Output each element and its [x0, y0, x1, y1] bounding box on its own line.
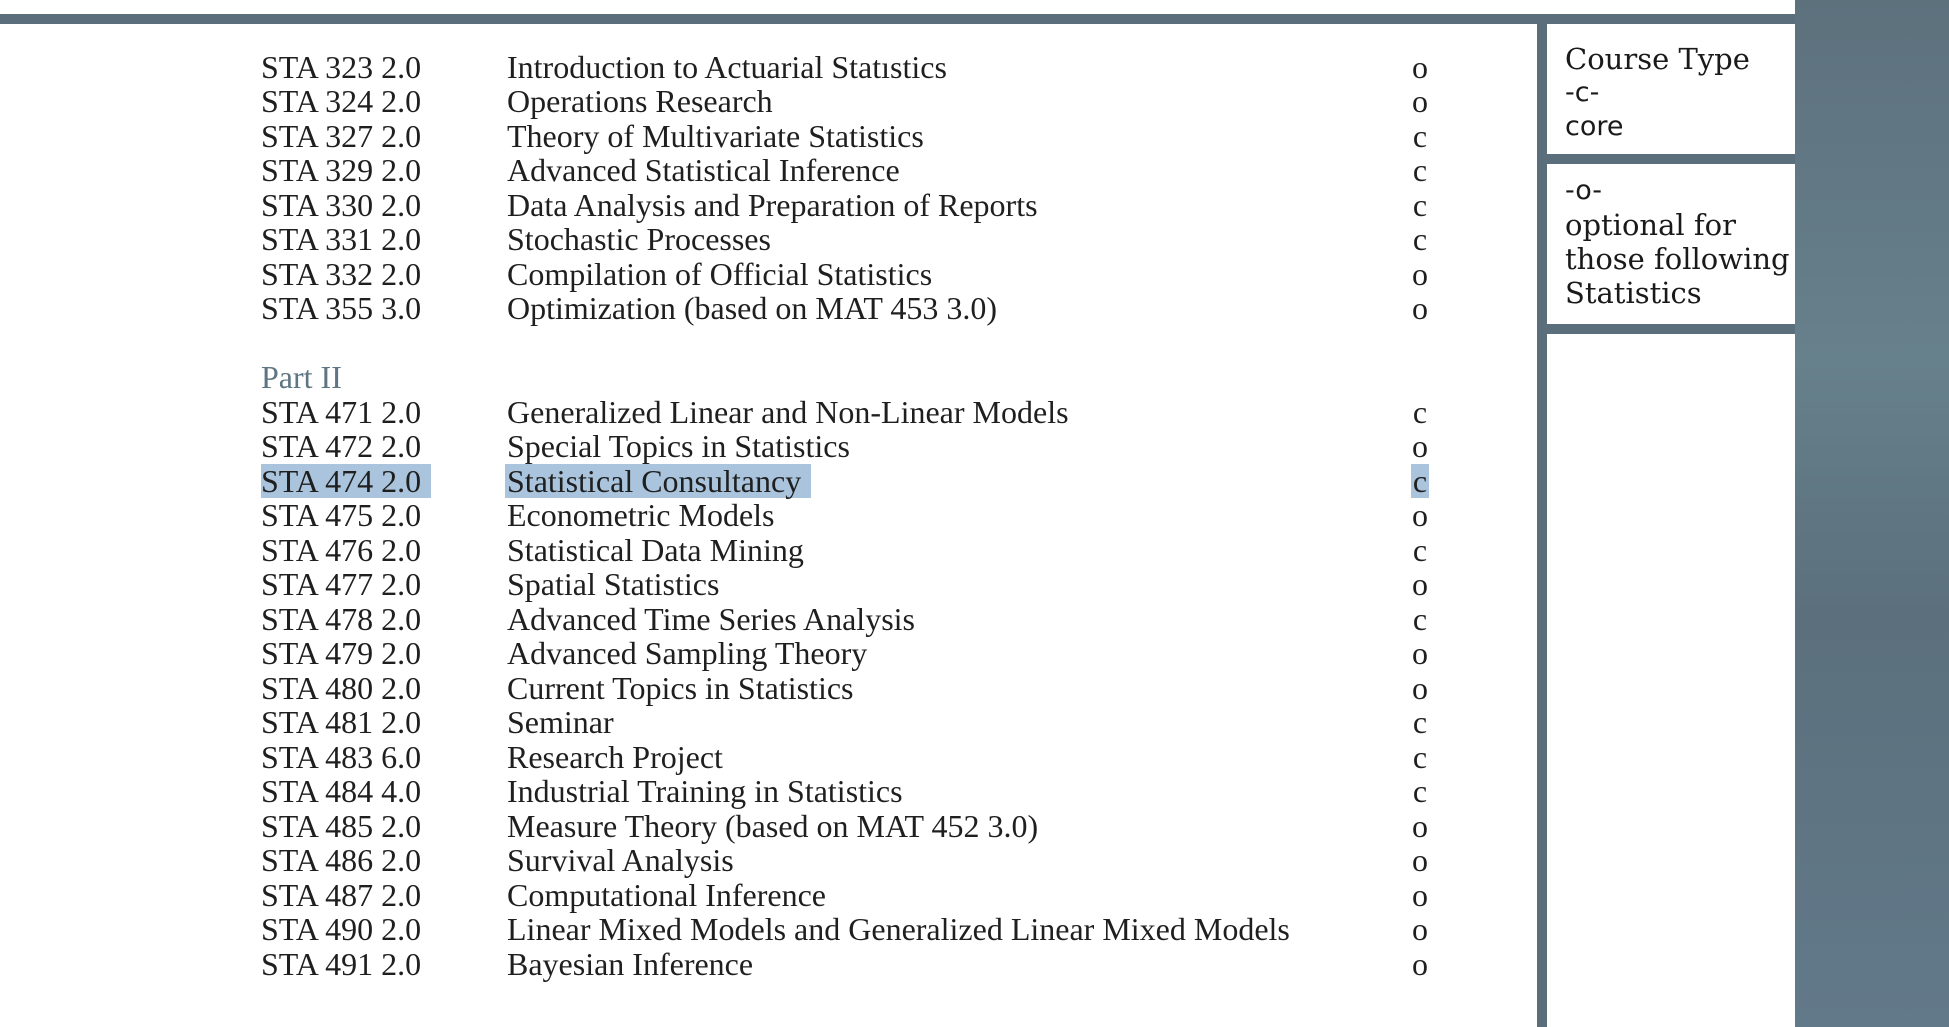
course-row	[0, 671, 1537, 705]
legend-optional-label: optional for	[1565, 208, 1736, 242]
course-row-selected[interactable]	[0, 464, 1537, 498]
course-title: Theory of Multivariate Statistics	[507, 118, 924, 154]
course-type: c	[1412, 152, 1428, 188]
legend-separator	[1547, 154, 1795, 164]
course-code: STA 477 2.0	[261, 566, 422, 602]
top-border	[0, 14, 1795, 24]
course-title: Introduction to Actuarial Statıstics	[507, 49, 947, 85]
legend-optional-code: -o-	[1565, 175, 1603, 206]
course-code: STA 327 2.0	[261, 118, 422, 154]
course-code: STA 330 2.0	[261, 187, 422, 223]
course-code: STA 324 2.0	[261, 83, 422, 119]
course-title: Operations Research	[507, 83, 773, 119]
course-type: o	[1412, 911, 1428, 947]
course-type: c	[1412, 532, 1428, 568]
legend-core-label: core	[1565, 111, 1624, 142]
course-row	[0, 291, 1537, 325]
course-code: STA 475 2.0	[261, 497, 422, 533]
course-type: o	[1412, 808, 1428, 844]
course-row	[0, 636, 1537, 670]
course-type: c	[1412, 773, 1428, 809]
course-row	[0, 257, 1537, 291]
course-row	[0, 774, 1537, 808]
course-row	[0, 533, 1537, 567]
legend-core-box	[1547, 32, 1795, 154]
course-code: STA 486 2.0	[261, 842, 422, 878]
course-type: c	[1412, 601, 1428, 637]
course-row	[0, 602, 1537, 636]
course-row	[0, 740, 1537, 774]
course-code: STA 476 2.0	[261, 532, 422, 568]
course-code: STA 490 2.0	[261, 911, 422, 947]
course-type: o	[1412, 428, 1428, 464]
legend-optional-label: those following	[1565, 242, 1790, 276]
legend-sidebar	[1547, 24, 1795, 1027]
course-title: Survival Analysis	[507, 842, 734, 878]
course-row	[0, 222, 1537, 256]
course-type: o	[1412, 49, 1428, 85]
course-title: Advanced Statistical Inference	[507, 152, 900, 188]
course-row	[0, 878, 1537, 912]
course-row	[0, 188, 1537, 222]
course-code: STA 491 2.0	[261, 946, 422, 982]
course-type: o	[1412, 497, 1428, 533]
course-title: Advanced Time Series Analysis	[507, 601, 915, 637]
course-type: o	[1412, 290, 1428, 326]
course-row	[0, 912, 1537, 946]
course-title: Industrial Training in Statistics	[507, 773, 903, 809]
course-code: STA 471 2.0	[261, 394, 422, 430]
course-row	[0, 809, 1537, 843]
course-title: Current Topics in Statistics	[507, 670, 854, 706]
course-code: STA 323 2.0	[261, 49, 422, 85]
course-title: Bayesian Inference	[507, 946, 754, 982]
course-title: Research Project	[507, 739, 723, 775]
background-panel	[1795, 0, 1949, 1027]
course-title: Compilation of Official Statistics	[507, 256, 933, 292]
legend-heading: Course Type	[1565, 42, 1750, 76]
course-type: o	[1412, 83, 1428, 119]
course-type: o	[1412, 877, 1428, 913]
course-title: Data Analysis and Preparation of Reports	[507, 187, 1038, 223]
course-type: c	[1412, 704, 1428, 740]
course-title: Optimization (based on MAT 453 3.0)	[507, 290, 998, 326]
course-code: STA 487 2.0	[261, 877, 422, 913]
course-type[interactable]: c	[1412, 463, 1428, 499]
course-row	[0, 119, 1537, 153]
course-title: Seminar	[507, 704, 614, 740]
course-type: o	[1412, 670, 1428, 706]
course-title: Econometric Models	[507, 497, 775, 533]
course-row	[0, 843, 1537, 877]
course-type: c	[1412, 739, 1428, 775]
course-code: STA 332 2.0	[261, 256, 422, 292]
course-type: o	[1412, 842, 1428, 878]
course-type: o	[1412, 635, 1428, 671]
course-type: c	[1412, 118, 1428, 154]
course-code: STA 484 4.0	[261, 773, 422, 809]
course-row	[0, 498, 1537, 532]
course-row	[0, 50, 1537, 84]
course-type: c	[1412, 394, 1428, 430]
course-code: STA 485 2.0	[261, 808, 422, 844]
column-divider	[1537, 24, 1547, 1027]
course-list	[0, 24, 1537, 1027]
course-type: o	[1412, 946, 1428, 982]
legend-core-code: -c-	[1565, 77, 1600, 108]
course-title[interactable]: Statistical Consultancy	[505, 464, 811, 498]
course-code: STA 481 2.0	[261, 704, 422, 740]
course-row	[0, 567, 1537, 601]
course-row	[0, 395, 1537, 429]
course-code: STA 480 2.0	[261, 670, 422, 706]
course-row	[0, 84, 1537, 118]
course-title: Computational Inference	[507, 877, 826, 913]
course-title: Stochastic Processes	[507, 221, 771, 257]
legend-optional-label: Statistics	[1565, 276, 1702, 310]
course-code: STA 472 2.0	[261, 428, 422, 464]
course-type: o	[1412, 256, 1428, 292]
course-row	[0, 429, 1537, 463]
course-row	[0, 947, 1537, 981]
course-code: STA 478 2.0	[261, 601, 422, 637]
part-heading: Part II	[261, 359, 342, 395]
course-row	[0, 153, 1537, 187]
course-code: STA 331 2.0	[261, 221, 422, 257]
course-code: STA 355 3.0	[261, 290, 422, 326]
course-type: o	[1412, 566, 1428, 602]
course-title: Generalized Linear and Non-Linear Models	[507, 394, 1069, 430]
course-type: c	[1412, 221, 1428, 257]
course-title: Measure Theory (based on MAT 452 3.0)	[507, 808, 1039, 844]
course-title: Special Topics in Statistics	[507, 428, 850, 464]
legend-optional-box	[1547, 164, 1795, 338]
course-row	[0, 705, 1537, 739]
course-code: STA 479 2.0	[261, 635, 422, 671]
course-title: Advanced Sampling Theory	[507, 635, 868, 671]
course-title: Spatial Statistics	[507, 566, 720, 602]
course-code: STA 329 2.0	[261, 152, 422, 188]
course-type: c	[1412, 187, 1428, 223]
course-code: STA 483 6.0	[261, 739, 422, 775]
course-code[interactable]: STA 474 2.0	[261, 464, 431, 498]
course-title: Linear Mixed Models and Generalized Linear Mixed Models	[507, 911, 1290, 947]
legend-separator	[1547, 324, 1795, 334]
course-title: Statistical Data Mining	[507, 532, 804, 568]
